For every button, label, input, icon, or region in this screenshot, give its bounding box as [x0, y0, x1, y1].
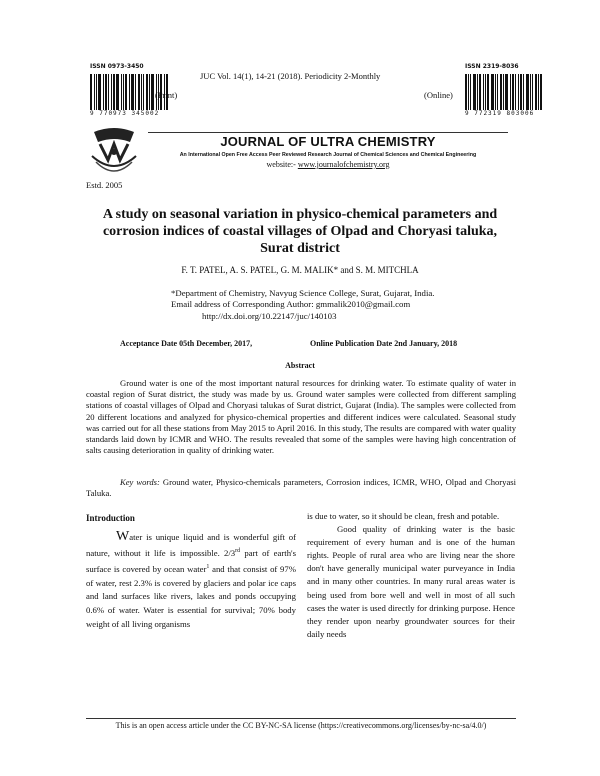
barcode-bar	[535, 74, 537, 110]
barcode-bar	[105, 74, 107, 110]
intro-right-p0: is due to water, so it should be clean, fresh and potable.	[307, 511, 500, 521]
barcode-bar	[111, 74, 112, 110]
barcode-bar	[500, 74, 502, 110]
barcode-bar	[131, 74, 134, 110]
estd-label: Estd. 2005	[86, 180, 123, 190]
barcode-bar	[143, 74, 144, 110]
barcode-bar	[495, 74, 496, 110]
journal-name: JOURNAL OF ULTRA CHEMISTRY	[220, 134, 436, 149]
online-label: (Online)	[424, 90, 453, 100]
barcode-bar	[473, 74, 476, 110]
barcode-bar	[518, 74, 519, 110]
barcode-bar	[146, 74, 148, 110]
drop-cap: W	[116, 529, 130, 544]
barcode-bar	[151, 74, 154, 110]
barcode-bar	[520, 74, 522, 110]
publication-date: Online Publication Date 2nd January, 2018	[310, 339, 458, 348]
intro-left-c: and that consist of 97% of water, rest 2.3% is covered by glaciers and polar ice caps and land surfaces like rivers, lakes and ponds occupying 0.6% of water. Water is essential for survival; 70% body weight of all living organisms	[86, 563, 296, 630]
barcode-bar	[487, 74, 489, 110]
corresponding-email[interactable]: Email address of Corresponding Author: gmmalik2010@gmail.com	[171, 299, 411, 309]
barcode-bar	[538, 74, 539, 110]
barcode-bar	[503, 74, 504, 110]
barcode-bar	[497, 74, 498, 110]
barcode-bar	[129, 74, 130, 110]
journal-website-line	[148, 160, 508, 169]
barcode-bar	[515, 74, 516, 110]
barcode-bar	[138, 74, 140, 110]
citation-line: JUC Vol. 14(1), 14-21 (2018). Periodicity 2-Monthly	[200, 71, 381, 81]
barcode-bar	[470, 74, 471, 110]
barcode-bar	[116, 74, 119, 110]
barcode-bar	[149, 74, 150, 110]
sup-rd: rd	[235, 547, 241, 554]
barcode-bar	[505, 74, 508, 110]
intro-heading: Introduction	[86, 513, 135, 523]
intro-left-b: part of earth's surface is covered by ocean water	[86, 547, 296, 574]
barcode-bar	[108, 74, 109, 110]
print-label: (Print)	[155, 90, 178, 100]
barcode-print-digits: 9 770973 345002	[90, 110, 160, 117]
barcode-bar	[530, 74, 531, 110]
article-title: A study on seasonal variation in physico-chemical parameters and corrosion indices of coastal villages of Olpad and Choryasi taluka, Surat district	[102, 207, 498, 256]
intro-left-a: ater is unique liquid and is wonderful gift of nature, without it life is impossible. 2/3	[86, 532, 296, 558]
acceptance-date: Acceptance Date 05th December, 2017,	[120, 339, 253, 348]
barcode-bar	[141, 74, 142, 110]
abstract-heading: Abstract	[285, 361, 315, 370]
barcode-bar	[98, 74, 101, 110]
barcode-bar	[479, 74, 481, 110]
issn-print: ISSN 0973-3450	[90, 63, 144, 70]
abstract-text: Ground water is one of the most important natural resources for drinking water. To estimate quality of water in coastal region of Surat district, the study was made by us. Ground water samples were collected from different sampling stations of coastal villages of Olpad and Choryasi talukas of Surat district, Gujarat (India). The samples were collected from 20 different locations and analyzed for physico-chemical properties and different indices were calculated. Seasonal study was carried out for all these stations from May 2015 to April 2016. In this study, The results are compared with water quality standards laid down by ICMR and WHO. The results revealed that some of the samples were having high concentration of salts causing deterioration in quality of drinking water.	[86, 378, 516, 456]
license-text: This is an open access article under the CC BY-NC-SA license (https://creativecommons.org/licenses/by-nc-sa/4.0/)	[115, 721, 487, 730]
barcode-print	[90, 68, 169, 110]
barcode-bar	[526, 74, 529, 110]
barcode-bar	[96, 74, 97, 110]
barcode-bar	[510, 74, 511, 110]
barcode-bar	[121, 74, 122, 110]
barcode-online-digits: 9 772319 803006	[465, 110, 535, 117]
barcode-bar	[90, 74, 92, 110]
barcode-bar	[468, 74, 469, 110]
barcode-bar	[123, 74, 124, 110]
keywords	[86, 477, 516, 499]
barcode-online	[465, 68, 544, 110]
intro-left-column	[86, 531, 296, 632]
barcode-bar	[512, 74, 514, 110]
ref-1: 1	[206, 563, 210, 570]
intro-right-p1: Good quality of drinking water is the basic requirement of every human and is one of the human rights. People of rural area who are living near the shore don't have generally municipal water purveyance in India and in many other countries. In many rural areas water is being used from bore well and well in most of all such cases the water is used directly for drinking purpose. Hence they render upon nearby groundwater sources for their daily needs	[307, 524, 515, 639]
barcode-bar	[103, 74, 104, 110]
rule-top	[148, 132, 508, 133]
keywords-label: Key words:	[120, 477, 160, 487]
barcode-bar	[465, 74, 467, 110]
journal-logo	[90, 126, 138, 178]
barcode-bar	[540, 74, 542, 110]
barcode-bar	[113, 74, 115, 110]
barcode-bar	[532, 74, 533, 110]
barcode-bar	[491, 74, 494, 110]
barcode-bar	[523, 74, 524, 110]
barcode-bar	[94, 74, 95, 110]
authors: F. T. PATEL, A. S. PATEL, G. M. MALIK* and S. M. MITCHLA	[181, 265, 419, 275]
issn-online: ISSN 2319-8036	[465, 63, 519, 70]
doi-link[interactable]: http://dx.doi.org/10.22147/juc/140103	[202, 311, 337, 321]
website-label: website:-	[266, 160, 298, 169]
keywords-text: Ground water, Physico-chemicals parameters, Corrosion indices, ICMR, WHO, Olpad and Choryasi Taluka.	[86, 477, 516, 499]
barcode-bar	[135, 74, 136, 110]
footer-rule	[86, 718, 516, 719]
website-link[interactable]: www.journalofchemistry.org	[297, 160, 390, 169]
affiliation: *Department of Chemistry, Navyug Science College, Surat, Gujarat, India.	[171, 288, 435, 298]
journal-tagline: An International Open Free Access Peer Reviewed Research Journal of Chemical Sciences and Chemical Engineering	[179, 152, 477, 158]
barcode-bar	[485, 74, 486, 110]
barcode-bar	[125, 74, 127, 110]
barcode-bar	[477, 74, 478, 110]
barcode-bar	[483, 74, 484, 110]
intro-right-column	[307, 510, 515, 641]
